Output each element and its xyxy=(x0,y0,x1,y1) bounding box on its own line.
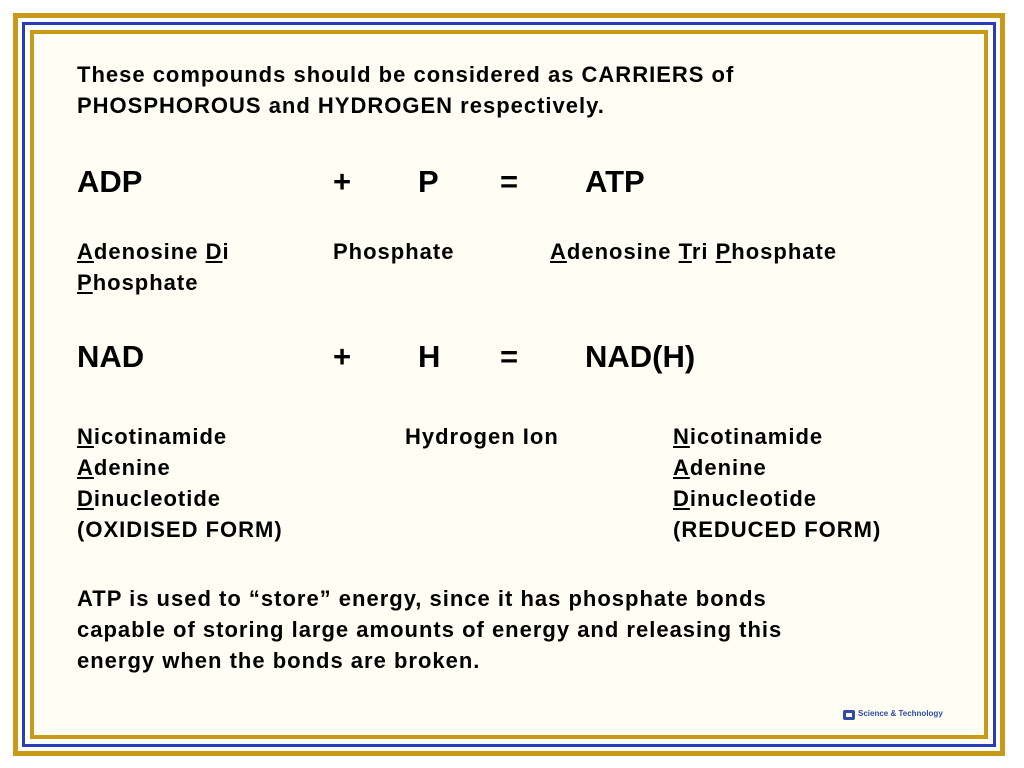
intro-paragraph xyxy=(77,64,734,126)
label-nad-line-1: Nicotinamide xyxy=(77,424,228,449)
equation2-plus: + xyxy=(333,339,352,374)
equation2-term1: NAD xyxy=(77,339,145,374)
equation2-term2: H xyxy=(418,339,441,374)
label-nadh-line-2: Adenine xyxy=(673,455,767,480)
equation1-equals: = xyxy=(500,164,519,199)
label-nadh-line-3: Dinucleotide xyxy=(673,486,818,511)
label-nad-line-2: Adenine xyxy=(77,455,171,480)
label-nadh xyxy=(673,421,881,545)
label-adp xyxy=(77,236,230,298)
label-phosphate: Phosphate xyxy=(333,239,455,264)
equation1-plus: + xyxy=(333,164,352,199)
label-nad-line-3: Dinucleotide xyxy=(77,486,222,511)
equation1-term2: P xyxy=(418,164,439,199)
equation2-equals: = xyxy=(500,339,519,374)
summary-line-3: energy when the bonds are broken. xyxy=(77,648,481,673)
university-emblem-icon xyxy=(843,710,855,720)
label-nadh-line-1: Nicotinamide xyxy=(673,424,824,449)
label-adp-line-1: Adenosine Di xyxy=(77,239,230,264)
label-nadh-form: (REDUCED FORM) xyxy=(673,517,882,542)
label-hydrogen-ion: Hydrogen Ion xyxy=(405,424,559,449)
university-logo xyxy=(843,708,965,722)
label-atp xyxy=(550,236,837,267)
equation2-result: NAD(H) xyxy=(585,339,696,374)
equation1-result: ATP xyxy=(585,164,645,199)
intro-line-1: These compounds should be considered as CARRIERS of xyxy=(77,62,735,87)
summary-line-1: ATP is used to “store” energy, since it has phosphate bonds xyxy=(77,586,767,611)
summary-paragraph xyxy=(77,588,782,681)
label-nad xyxy=(77,421,283,545)
logo-text: Science & Technology xyxy=(858,709,943,718)
equation1-term1: ADP xyxy=(77,164,143,199)
label-nad-form: (OXIDISED FORM) xyxy=(77,517,283,542)
summary-line-2: capable of storing large amounts of energy and releasing this xyxy=(77,617,783,642)
label-adp-line-2: Phosphate xyxy=(77,270,199,295)
intro-line-2: PHOSPHOROUS and HYDROGEN respectively. xyxy=(77,93,605,118)
label-atp-line-1: Adenosine Tri Phosphate xyxy=(550,239,838,264)
